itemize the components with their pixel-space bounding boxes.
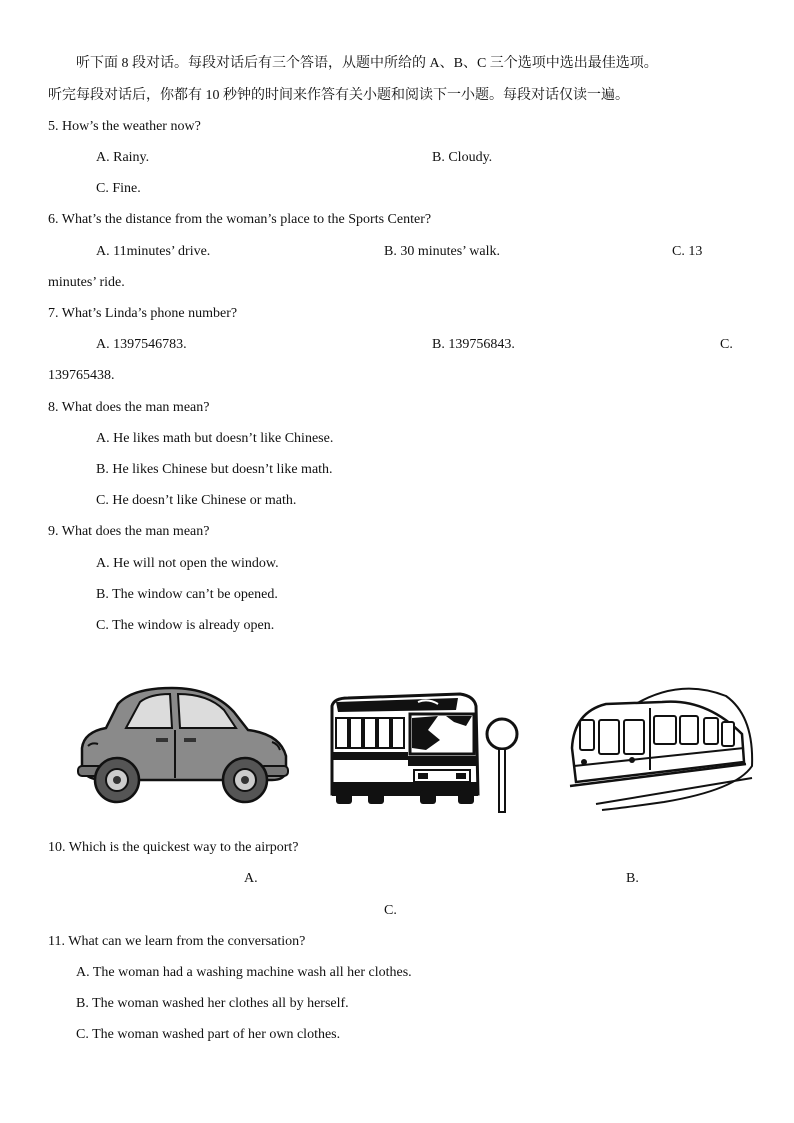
question-8-option-a: A. He likes math but doesn’t like Chinese. xyxy=(96,431,334,446)
question-6-option-b: B. 30 minutes’ walk. xyxy=(384,244,501,259)
instruction-line-2: 听完每段对话后，你都有 10 秒钟的时间来作答有关小题和阅读下一小题。每段对话仅读一遍。 xyxy=(48,88,629,103)
question-5-option-a: A. Rainy. xyxy=(96,150,150,165)
question-9-stem: 9. What does the man mean? xyxy=(48,524,210,539)
question-11-stem: 11. What can we learn from the conversation? xyxy=(48,934,306,949)
question-8-option-c: C. He doesn’t like Chinese or math. xyxy=(96,493,297,508)
question-5-option-c: C. Fine. xyxy=(96,181,141,196)
question-11-option-c: C. The woman washed part of her own clothes. xyxy=(76,1027,341,1042)
question-7-option-b: B. 139756843. xyxy=(432,337,515,352)
question-6-option-a: A. 11minutes’ drive. xyxy=(96,244,211,259)
question-10-stem: 10. Which is the quickest way to the airport? xyxy=(48,840,299,855)
question-8-stem: 8. What does the man mean? xyxy=(48,400,210,415)
question-9-option-c: C. The window is already open. xyxy=(96,618,275,633)
question-7-option-a: A. 1397546783. xyxy=(96,337,187,352)
question-6-option-c: C. 13 xyxy=(672,244,703,259)
question-11-option-b: B. The woman washed her clothes all by herself. xyxy=(76,996,349,1011)
instruction-line-1: 听下面 8 段对话。每段对话后有三个答语，从题中所给的 A、B、C 三个选项中选出最佳选项。 xyxy=(76,56,658,71)
question-5-stem: 5. How’s the weather now? xyxy=(48,119,201,134)
question-6-option-c-cont: minutes’ ride. xyxy=(48,275,125,290)
question-9-option-a: A. He will not open the window. xyxy=(96,556,279,571)
bus-picture xyxy=(328,690,522,814)
question-7-option-c-cont: 139765438. xyxy=(48,368,115,383)
question-10-option-a: A. xyxy=(244,871,258,886)
question-7-option-c: C. xyxy=(720,337,733,352)
question-7-stem: 7. What’s Linda’s phone number? xyxy=(48,306,238,321)
question-10-option-c: C. xyxy=(384,903,397,918)
car-picture xyxy=(76,682,290,804)
question-9-option-b: B. The window can’t be opened. xyxy=(96,587,278,602)
question-10-option-b: B. xyxy=(626,871,639,886)
train-picture xyxy=(566,682,756,812)
question-6-stem: 6. What’s the distance from the woman’s place to the Sports Center? xyxy=(48,212,432,227)
question-11-option-a: A. The woman had a washing machine wash all her clothes. xyxy=(76,965,412,980)
question-5-option-b: B. Cloudy. xyxy=(432,150,493,165)
question-8-option-b: B. He likes Chinese but doesn’t like math. xyxy=(96,462,333,477)
